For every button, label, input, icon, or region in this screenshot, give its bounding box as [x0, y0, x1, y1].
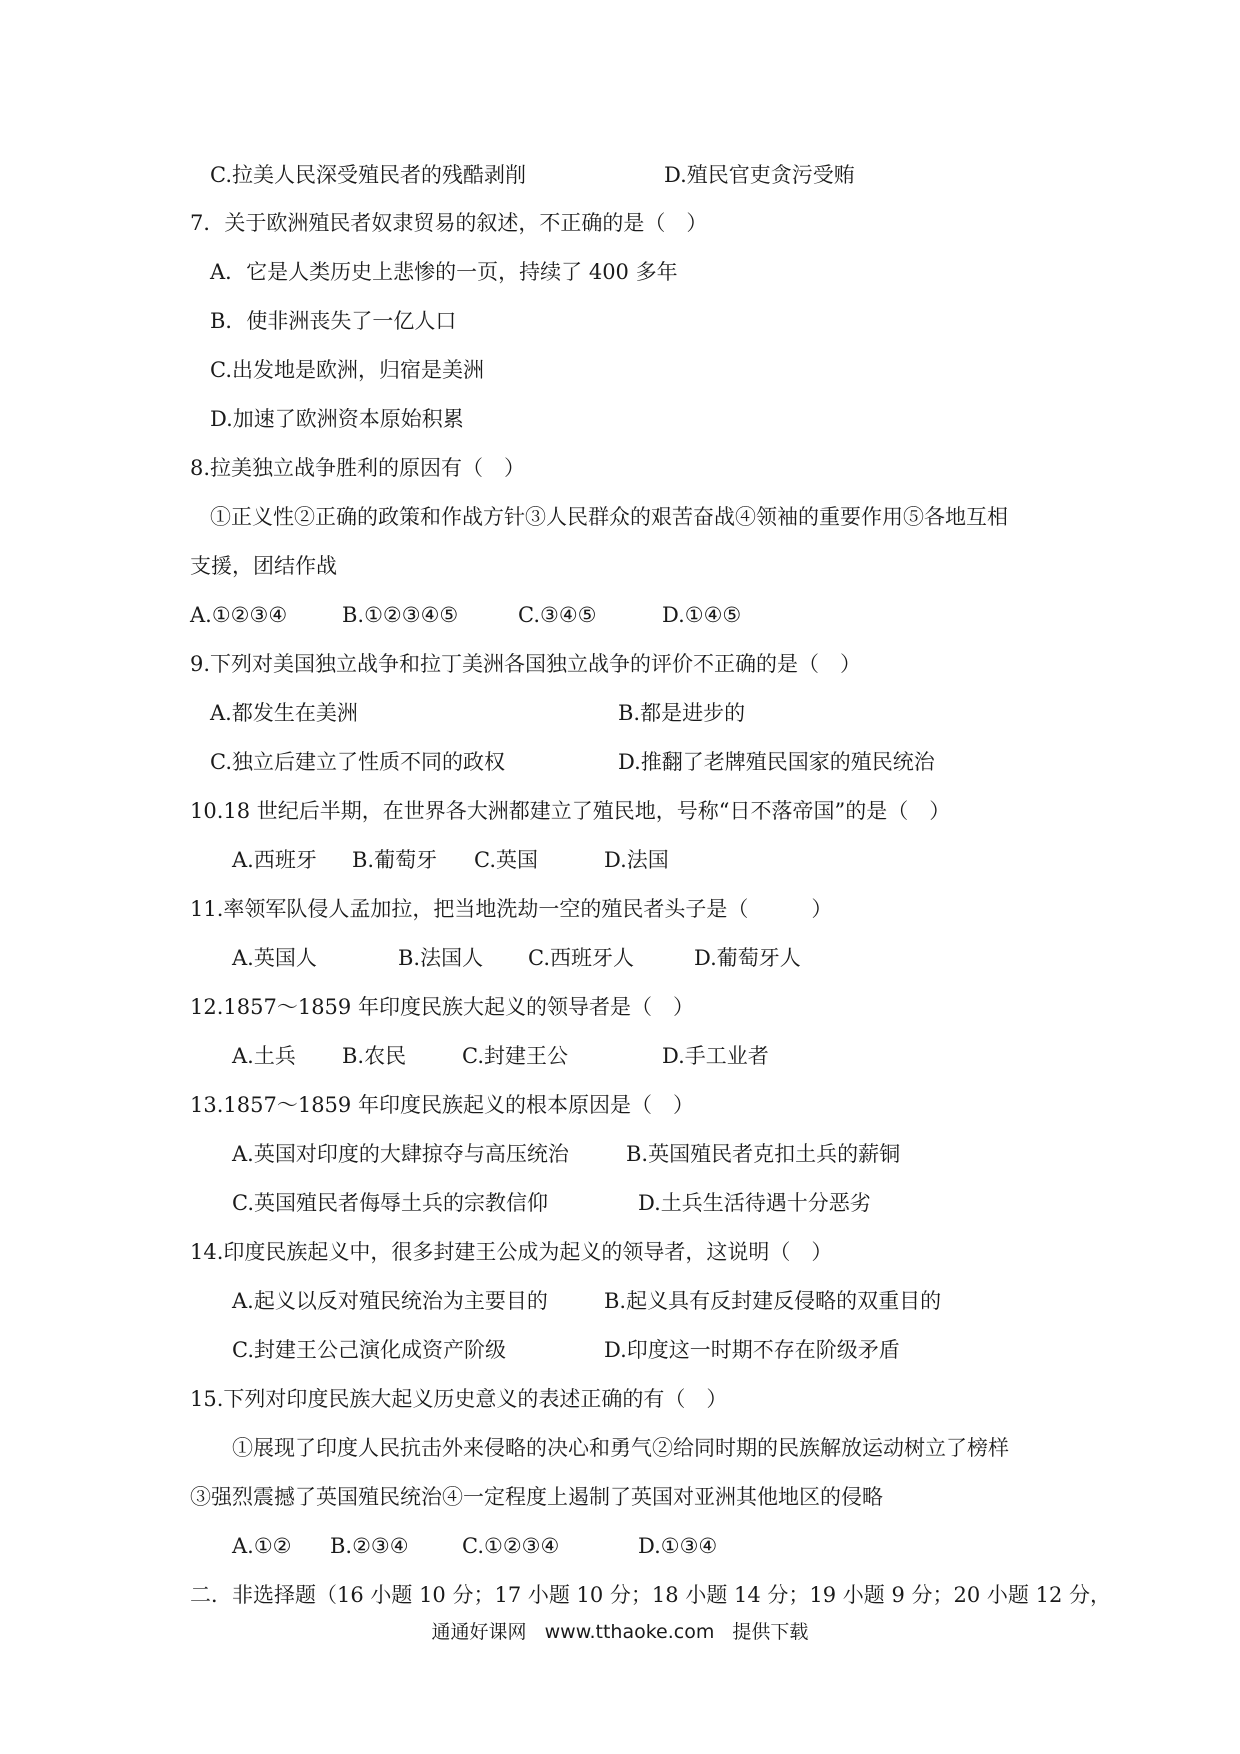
q8-stem: 8.拉美独立战争胜利的原因有（ ） — [190, 456, 526, 480]
q8-option-b: B.①②③④⑤ — [342, 603, 459, 627]
q15-detail-line1: ①展现了印度人民抗击外来侵略的决心和勇气②给同时期的民族解放运动树立了榜样 — [232, 1436, 1009, 1460]
q15-option-b: B.②③④ — [330, 1534, 409, 1558]
q12-option-b: B.农民 — [342, 1044, 407, 1068]
q9-option-a: A.都发生在美洲 — [210, 701, 358, 725]
q15-stem: 15.下列对印度民族大起义历史意义的表述正确的有（ ） — [190, 1387, 728, 1411]
q11-option-c: C.西班牙人 — [528, 946, 634, 970]
q12-option-c: C.封建王公 — [462, 1044, 568, 1068]
q13-option-a: A.英国对印度的大肆掠夺与高压统治 — [232, 1142, 569, 1166]
footer-suffix: 提供下载 — [732, 1621, 809, 1643]
q6-option-d: D.殖民官吏贪污受贿 — [664, 163, 855, 187]
q10-option-b: B.葡萄牙 — [352, 848, 438, 872]
q9-option-d: D.推翻了老牌殖民国家的殖民统治 — [618, 750, 935, 774]
q13-option-c: C.英国殖民者侮辱土兵的宗教信仰 — [232, 1191, 548, 1215]
q7-option-a: A．它是人类历史上悲惨的一页，持续了 400 多年 — [210, 260, 678, 284]
q14-option-d: D.印度这一时期不存在阶级矛盾 — [604, 1338, 900, 1362]
q13-option-b: B.英国殖民者克扣土兵的薪铜 — [626, 1142, 901, 1166]
q8-detail-line1: ①正义性②正确的政策和作战方针③人民群众的艰苦奋战④领袖的重要作用⑤各地互相 — [210, 505, 1008, 529]
q9-option-c: C.独立后建立了性质不同的政权 — [210, 750, 505, 774]
q9-option-b: B.都是进步的 — [618, 701, 746, 725]
q11-option-b: B.法国人 — [398, 946, 484, 970]
q11-option-d: D.葡萄牙人 — [694, 946, 801, 970]
q13-stem: 13.1857～1859 年印度民族起义的根本原因是（ ） — [190, 1093, 694, 1117]
q8-option-a: A.①②③④ — [190, 603, 288, 627]
q14-stem: 14.印度民族起义中，很多封建王公成为起义的领导者，这说明（ ） — [190, 1240, 833, 1264]
q8-detail-line2: 支援，团结作战 — [190, 554, 337, 578]
q7-option-b: B．使非洲丧失了一亿人口 — [210, 309, 457, 333]
q12-option-a: A.土兵 — [232, 1044, 296, 1068]
q7-option-d: D.加速了欧洲资本原始积累 — [210, 407, 464, 431]
q12-stem: 12.1857～1859 年印度民族大起义的领导者是（ ） — [190, 995, 694, 1019]
q10-option-c: C.英国 — [474, 848, 538, 872]
footer-url-link[interactable]: www.tthaoke.com — [544, 1621, 715, 1643]
q13-option-d: D.土兵生活待遇十分恶劣 — [638, 1191, 871, 1215]
q14-option-a: A.起义以反对殖民统治为主要目的 — [232, 1289, 548, 1313]
q15-option-d: D.①③④ — [638, 1534, 718, 1558]
q11-option-a: A.英国人 — [232, 946, 317, 970]
q6-option-c: C.拉美人民深受殖民者的残酷剥削 — [210, 163, 526, 187]
q8-option-d: D.①④⑤ — [662, 603, 742, 627]
q14-option-c: C.封建王公己演化成资产阶级 — [232, 1338, 506, 1362]
q14-option-b: B.起义具有反封建反侵略的双重目的 — [604, 1289, 942, 1313]
footer-site-name: 通通好课网 — [431, 1621, 527, 1643]
q8-option-c: C.③④⑤ — [518, 603, 597, 627]
q10-option-d: D.法国 — [604, 848, 669, 872]
q15-detail-line2: ③强烈震撼了英国殖民统治④一定程度上遏制了英国对亚洲其他地区的侵略 — [190, 1485, 883, 1509]
q11-stem: 11.率领军队侵人孟加拉，把当地洗劫一空的殖民者头子是（ ） — [190, 897, 833, 921]
q10-option-a: A.西班牙 — [232, 848, 317, 872]
q15-option-a: A.①② — [232, 1534, 292, 1558]
q7-stem: 7．关于欧洲殖民者奴隶贸易的叙述，不正确的是（ ） — [190, 211, 708, 235]
q9-stem: 9.下列对美国独立战争和拉丁美洲各国独立战争的评价不正确的是（ ） — [190, 652, 862, 676]
q12-option-d: D.手工业者 — [662, 1044, 769, 1068]
q7-option-c: C.出发地是欧洲，归宿是美洲 — [210, 358, 484, 382]
section2-heading: 二．非选择题（16 小题 10 分；17 小题 10 分；18 小题 14 分；19 小题 9 分；20 小题 12 分， — [190, 1583, 1111, 1607]
page-footer — [0, 1618, 1240, 1646]
q10-stem: 10.18 世纪后半期，在世界各大洲都建立了殖民地，号称“日不落帝国”的是（ ） — [190, 799, 951, 823]
q15-option-c: C.①②③④ — [462, 1534, 560, 1558]
